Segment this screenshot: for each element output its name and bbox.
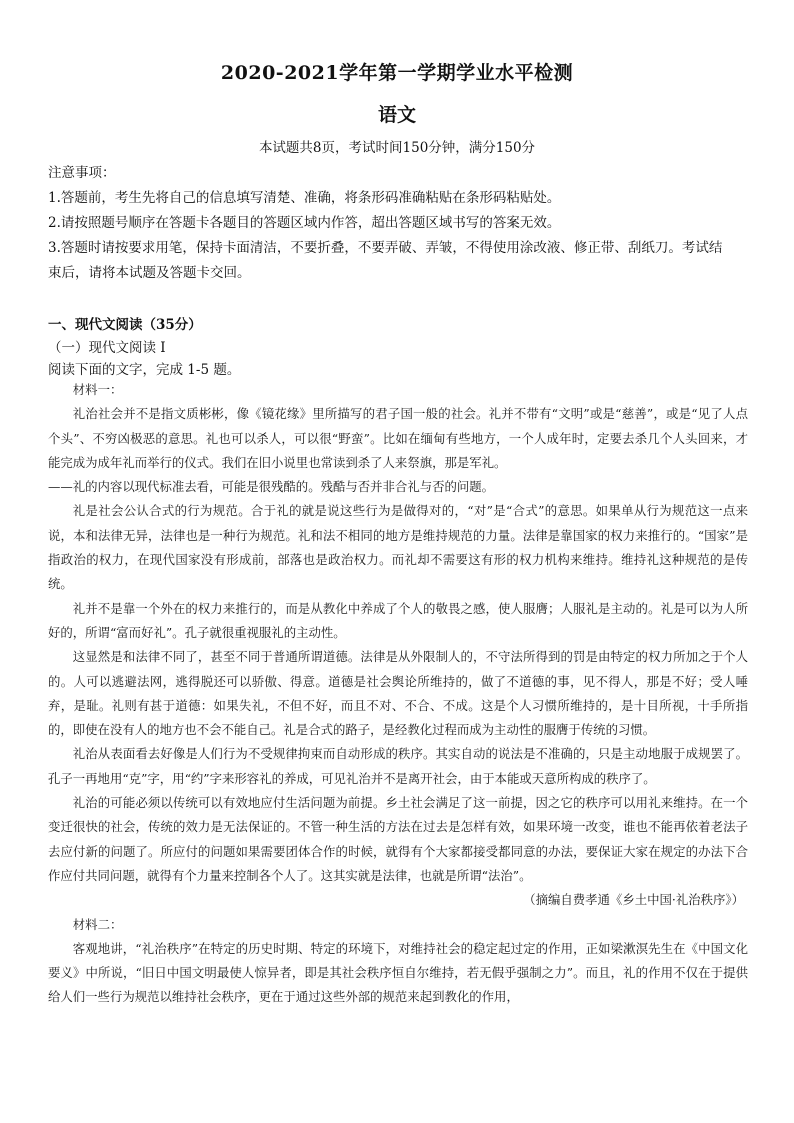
material-1-paragraph: 礼是社会公认合式的行为规范。合于礼的就是说这些行为是做得对的，“对”是“合式”的意思。如果单从行为规范这一点来说，本和法律无异，法律也是一种行为规范。礼和法不相同的地方是维持规范的力量。法律是靠国家的权力来推行的。“国家”是指政治的权力，在现代国家没有形成前，部落也是政治权力。而礼却不需要这有形的权力机构来维持。维持礼这种规范的是传统。 <box>48 503 748 592</box>
exam-title: 2020-2021学年第一学期学业水平检测 <box>220 62 574 84</box>
notice-item-2: 2.请按照题号顺序在答题卡各题目的答题区域内作答，超出答题区域书写的答案无效。 <box>48 215 561 231</box>
material-1-paragraph: 这显然是和法律不同了，甚至不同于普通所谓道德。法律是从外限制人的，不守法所得到的罚是由特定的权力所加之于个人的。人可以逃避法网，逃得脱还可以骄傲、得意。道德是社会舆论所维持的，做了不道德的事，见不得人，那是不好；受人唾弃，是耻。礼则有甚于道德：如果失礼，不但不好，而且不对、不合、不成。这是个人习惯所维持的，是十目所视，十手所指的，即使在没有人的地方也不会不能自己。礼是合式的路子，是经教化过程而成为主动性的服膺于传统的习惯。 <box>48 649 748 738</box>
material-1-paragraph: 礼并不是靠一个外在的权力来推行的，而是从教化中养成了个人的敬畏之感，使人服膺；人服礼是主动的。礼是可以为人所好的，所谓“富而好礼”。孔子就很重视服礼的主动性。 <box>48 600 748 640</box>
notice-item-3-line-1: 3.答题时请按要求用笔，保持卡面清洁，不要折叠，不要弄破、弄皱，不得使用涂改液、修正带、刮纸刀。考试结 <box>48 240 723 256</box>
section-instruction: 阅读下面的文字，完成 1-5 题。 <box>48 362 241 378</box>
material-1-paragraph: 礼治从表面看去好像是人们行为不受规律拘束而自动形成的秩序。其实自动的说法是不准确的，只是主动地服于成规罢了。孔子一再地用“克”字，用“约”字来形容礼的养成，可见礼治并不是离开社会，由于本能或天意所构成的秩序了。 <box>48 746 748 786</box>
material-1-paragraph: ——礼的内容以现代标准去看，可能是很残酷的。残酷与否并非合礼与否的问题。 <box>48 479 495 495</box>
material-2-label: 材料二： <box>72 916 123 932</box>
reading-passage <box>48 378 748 1010</box>
notice-item-3-line-2: 束后，请将本试题及答题卡交回。 <box>48 265 251 281</box>
section-sub-heading: （一）现代文阅读 I <box>48 340 166 356</box>
exam-info: 本试题共8页，考试时间150分钟，满分150分 <box>258 140 536 156</box>
notice-item-1: 1.答题前，考生先将自己的信息填写清楚、准确，将条形码准确粘贴在条形码粘贴处。 <box>48 190 561 206</box>
exam-subject: 语文 <box>377 104 416 126</box>
material-1-label: 材料一： <box>72 382 123 397</box>
material-1-paragraph: 礼治社会并不是指文质彬彬，像《镜花缘》里所描写的君子国一般的社会。礼并不带有“文明”或是“慈善”，或是“见了人点个头”、不穷凶极恶的意思。礼也可以杀人，可以很“野蛮”。比如在缅甸有些地方，一个人成年时，定要去杀几个人头回来，才能完成为成年礼而举行的仪式。我们在旧小说里也常读到杀了人来祭旗，那是军礼。 <box>48 406 748 470</box>
section-heading: 一、现代文阅读（35分） <box>48 317 202 333</box>
material-1-source: （摘编自费孝通《乡土中国·礼治秩序》） <box>523 892 744 908</box>
notice-heading: 注意事项： <box>48 165 116 181</box>
material-2-paragraph: 客观地讲，“礼治秩序”在特定的历史时期、特定的环境下，对维持社会的稳定起过定的作用，正如梁漱溟先生在《中国文化要义》中所说，“旧日中国文明最使人惊异者，即是其社会秩序恒自尔维持，若无假乎强制之力”。而且，礼的作用不仅在于提供给人们一些行为规范以维持社会秩序，更在于通过这些外部的规范来起到教化的作用， <box>48 940 748 1005</box>
material-1-paragraph: 礼治的可能必须以传统可以有效地应付生活问题为前提。乡土社会满足了这一前提，因之它的秩序可以用礼来维持。在一个变迁很快的社会，传统的效力是无法保证的。不管一种生活的方法在过去是怎样有效，如果环境一改变，谁也不能再依着老法子去应付新的问题了。所应付的问题如果需要团体合作的时候，就得有个大家都接受都同意的办法，要保证大家在规定的办法下合作应付共同问题，就得有个力量来控制各个人了。这其实就是法律，也就是所谓“法治”。 <box>48 795 748 883</box>
